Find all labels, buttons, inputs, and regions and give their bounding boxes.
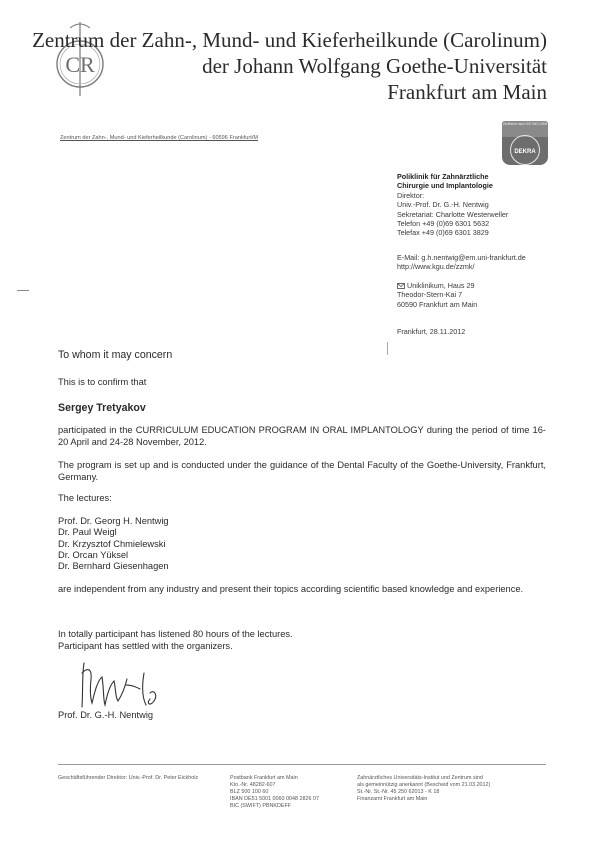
monogram-text: CR (65, 52, 95, 77)
footer-line: Zahnärztliches Universitäts-Institut und Zentrum sind (357, 775, 483, 781)
address-line-1: Uniklinikum, Haus 29 (407, 281, 475, 290)
footer-line: Postbank Frankfurt am Main (230, 775, 298, 781)
lectures-intro: The lectures: (58, 493, 112, 503)
salutation: To whom it may concern (58, 349, 173, 361)
contact-info (397, 253, 526, 272)
sender-return-address: Zentrum der Zahn-, Mund- und Kieferheilkunde (Carolinum) - 60596 Frankfurt/M (60, 135, 259, 141)
lecturer-item: Dr. Paul Weigl (58, 527, 117, 538)
lecturer-item: Dr. Bernhard Giesenhagen (58, 561, 169, 572)
header-line-3: Frankfurt am Main (387, 80, 547, 104)
footer-bank (230, 775, 319, 810)
contact-email: E-Mail: g.h.nentwig@em.uni-frankfurt.de (397, 253, 526, 262)
envelope-icon (397, 283, 405, 289)
footer-line: BIC (SWIFT) PBNKDEFF (230, 803, 292, 810)
address-line-2: Theodor-Stern-Kai 7 (397, 290, 463, 300)
clinic-secretary: Sekretariat: Charlotte Westerweller (397, 209, 509, 219)
clinic-fax: Telefax +49 (0)69 6301 3829 (397, 228, 489, 238)
dekra-certification-badge (502, 121, 548, 165)
handwritten-signature (70, 655, 170, 717)
clinic-name-1: Poliklinik für Zahnärztliche (397, 172, 489, 181)
lecturer-item: Dr. Orcan Yüksel (58, 549, 129, 560)
clinic-role: Direktor: (397, 190, 425, 200)
fold-mark (17, 290, 29, 291)
footer-line: Geschäftsführender Direktor: Univ.-Prof. Dr. Peter Eickholz (58, 775, 199, 781)
clinic-info (397, 172, 508, 238)
letter-date: Frankfurt, 28.11.2012 (397, 327, 466, 336)
participation-paragraph: participated in the CURRICULUM EDUCATION PROGRAM IN ORAL IMPLANTOLOGY during the period of time 16-20 April and 24-28 November, 2012. (58, 425, 546, 447)
independence-paragraph: are independent from any industry and present their topics according scientific based knowledge and experience. (58, 584, 524, 594)
footer-line: Finanzamt Frankfurt am Main (357, 796, 428, 803)
lecturer-item: Dr. Krzysztof Chmielewski (58, 538, 166, 549)
hours-line: In totally participant has listened 80 hours of the lectures. (58, 629, 293, 639)
address-line-3: 60590 Frankfurt am Main (397, 299, 478, 309)
footer-tax (357, 775, 490, 803)
badge-note: Zertifiziert nach ISO 9001:2008 (502, 121, 548, 137)
confirm-line: This is to confirm that (58, 377, 147, 387)
footer-divider (58, 764, 546, 765)
signer-name: Prof. Dr. G.-H. Nentwig (58, 710, 154, 720)
lecturer-item: Prof. Dr. Georg H. Nentwig (58, 516, 169, 526)
clinic-phone: Telefon +49 (0)69 6301 5632 (397, 219, 490, 229)
badge-label: DEKRA (514, 149, 536, 155)
header-line-2: der Johann Wolfgang Goethe-Universität (202, 54, 547, 78)
postal-address (397, 281, 477, 309)
footer-line: als gemeinnützig anerkannt (Bescheid vom 21.03.2012) (357, 782, 491, 789)
footer-line: Kto.-Nr. 48282-607 (230, 782, 276, 789)
lecturer-list (58, 516, 546, 572)
footer-management (58, 775, 198, 782)
footer-line: IBAN DE51 5001 0060 0048 2826 07 (230, 796, 320, 803)
header-line-1: Zentrum der Zahn-, Mund- und Kieferheilkunde (Carolinum) (32, 28, 547, 52)
participant-name: Sergey Tretyakov (58, 402, 146, 414)
footer-line: BLZ 500 100 60 (230, 789, 269, 796)
footer-line: St.-Nr. St.-Nr. 45 250 62013 - K 18 (357, 789, 440, 796)
clinic-director: Univ.-Prof. Dr. G.-H. Nentwig (397, 200, 489, 210)
program-paragraph: The program is set up and is conducted under the guidance of the Dental Faculty of the Goethe-University, Frankfurt, Germany. (58, 460, 546, 482)
hours-paragraph (58, 629, 546, 653)
clinic-name-2: Chirurgie und Implantologie (397, 181, 493, 191)
contact-web: http://www.kgu.de/zzmk/ (397, 262, 475, 272)
settled-line: Participant has settled with the organizers. (58, 640, 233, 651)
